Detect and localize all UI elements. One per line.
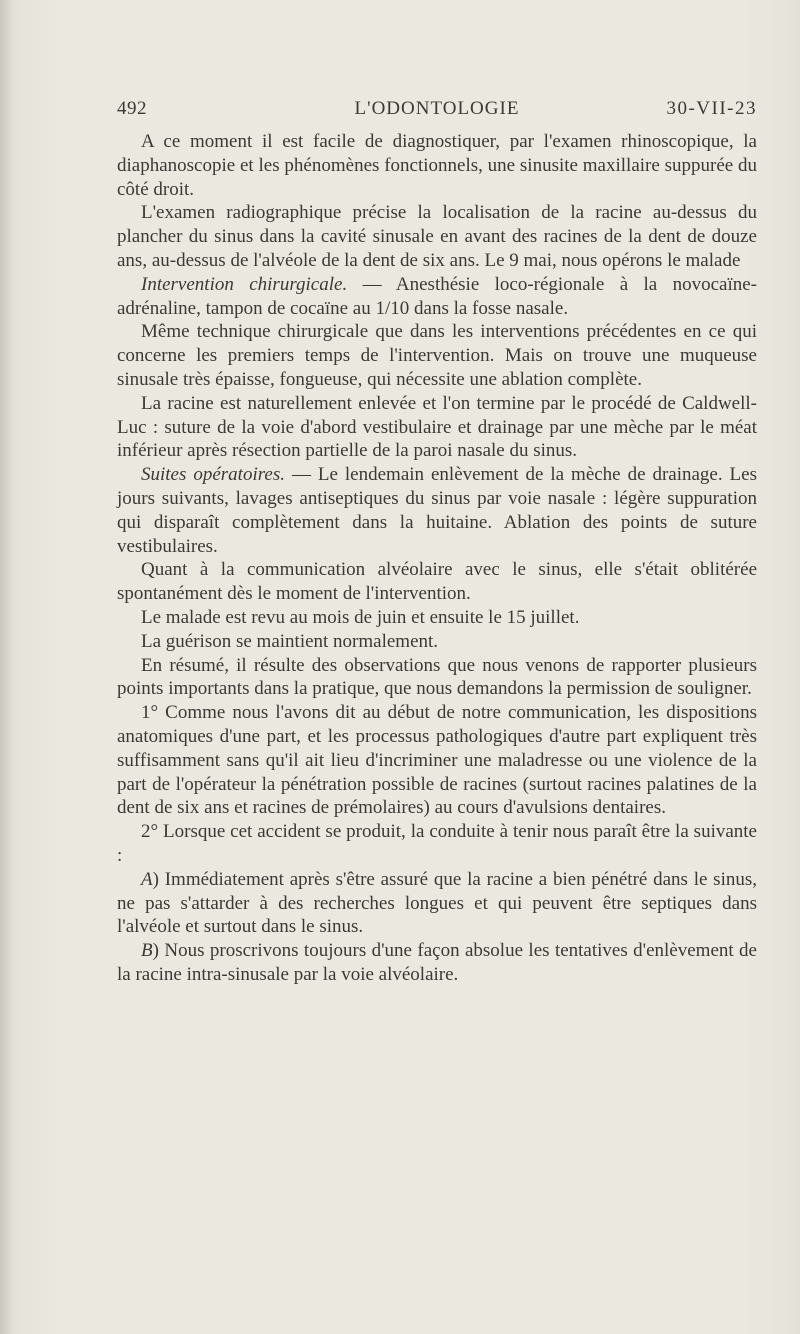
section-lead: Intervention chirurgicale. <box>141 273 348 295</box>
paragraph: Suites opératoires. — Le lendemain enlèvement de la mèche de drainage. Les jours suivants, lavages antiseptiques du sinus par voie nasale : légère suppuration qui disparaît complètement dans la huitaine. Ablation des points de suture vestibulaires. <box>117 464 757 557</box>
paragraph: La racine est naturellement enlevée et l'on termine par le procédé de Caldwell-Luc : suture de la voie d'abord vestibulaire et drainage par une mèche par le méat inférieur après résection partielle de la paroi nasale du sinus. <box>117 392 757 462</box>
paragraph: En résumé, il résulte des observations que nous venons de rapporter plusieurs points importants dans la pratique, que nous demandons la permission de souligner. <box>117 654 757 700</box>
paragraph: A ce moment il est facile de diagnostiquer, par l'examen rhinoscopique, la diaphanoscopie et les phénomènes fonctionnels, une sinusite maxillaire suppurée du côté droit. <box>117 131 757 200</box>
issue-date: 30-VII-23 <box>666 98 757 119</box>
paragraph: B) Nous proscrivons toujours d'une façon absolue les tentatives d'enlèvement de la racine intra-sinusale par la voie alvéolaire. <box>117 940 757 985</box>
journal-title: L'ODONTOLOGIE <box>354 98 520 119</box>
paragraph: Intervention chirurgicale. — Anesthésie loco-régionale à la novocaïne-adrénaline, tampon de cocaïne au 1/10 dans la fosse nasale. <box>117 273 758 319</box>
list-marker: A <box>141 868 153 890</box>
paragraph: Quant à la communication alvéolaire avec le sinus, elle s'était oblitérée spontanément dès le moment de l'intervention. <box>117 559 757 605</box>
page-number: 492 <box>117 98 147 119</box>
page-spine-shadow <box>0 0 12 1334</box>
paragraph: 1° Comme nous l'avons dit au début de notre communication, les dispositions anatomiques d'une part, et les processus pathologiques d'autre part expliquent très suffisamment sans qu'il ait lieu d'incriminer une maladresse ou une violence de la part de l'opérateur la pénétration possible de racines (surtout racines palatines de la dent de six ans et racines de prémolaires) au cours d'avulsions dentaires. <box>117 702 757 819</box>
paragraph: Le malade est revu au mois de juin et ensuite le 15 juillet. <box>141 606 580 628</box>
article-body <box>117 130 757 987</box>
paragraph: L'examen radiographique précise la localisation de la racine au-dessus du plancher du sinus dans la cavité sinusale en avant des racines de la dent de douze ans, au-dessus de l'alvéole de la dent de six ans. Le 9 mai, nous opérons le malade <box>117 202 757 271</box>
list-marker: B <box>141 940 153 962</box>
paragraph: A) Immédiatement après s'être assuré que la racine a bien pénétré dans le sinus, ne pas s'attarder à des recherches longues et qui peuvent être septiques dans l'alvéole et surtout dans le sinus. <box>117 868 757 938</box>
paragraph: La guérison se maintient normalement. <box>141 630 439 652</box>
paragraph: 2° Lorsque cet accident se produit, la conduite à tenir nous paraît être la suivante : <box>117 821 757 866</box>
paragraph: Même technique chirurgicale que dans les interventions précédentes en ce qui concerne les premiers temps de l'intervention. Mais on trouve une muqueuse sinusale très épaisse, fongueuse, qui nécessite une ablation complète. <box>117 321 757 390</box>
running-header <box>117 98 757 126</box>
section-lead: Suites opératoires. <box>141 464 285 486</box>
